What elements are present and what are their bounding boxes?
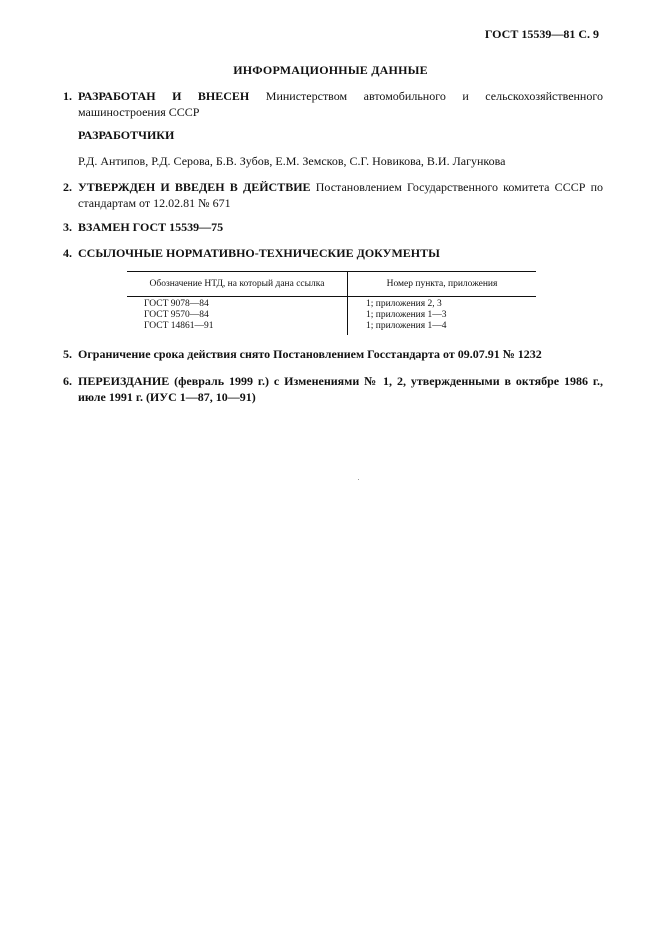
column-header-document: Обозначение НТД, на который дана ссылка bbox=[127, 272, 348, 297]
item-text: (февраль 1999 г.) с Изменениями № 1, 2, утвержденными в октябре 1986 г., июле 1991 г. (ИУС 1—87, 10—91) bbox=[78, 374, 603, 404]
item-3 bbox=[63, 219, 603, 235]
item-heading: ВЗАМЕН ГОСТ 15539—75 bbox=[78, 220, 224, 234]
item-heading: РАЗРАБОТАН И ВНЕСЕН bbox=[78, 89, 250, 103]
item-2 bbox=[63, 179, 603, 211]
item-number: 3. bbox=[63, 220, 72, 234]
item-heading: ПЕРЕИЗДАНИЕ bbox=[78, 374, 170, 388]
table-cell-clause: 1; приложения 2, 3 bbox=[366, 299, 442, 309]
item-number: 6. bbox=[63, 374, 72, 388]
table-cell-document: ГОСТ 9570—84 bbox=[144, 310, 209, 320]
table-cell-clause: 1; приложения 1—3 bbox=[366, 310, 447, 320]
developers-list: Р.Д. Антипов, Р.Д. Серова, Б.В. Зубов, Е.М. Земсков, С.Г. Новикова, В.И. Лагункова bbox=[78, 154, 506, 168]
table-cell-clause: 1; приложения 1—4 bbox=[366, 321, 447, 331]
page-header: ГОСТ 15539—81 С. 9 bbox=[484, 27, 599, 41]
item-number: 2. bbox=[63, 180, 72, 194]
item-text: Министерством автомобильного и сельскохозяйственного машиностроения СССР bbox=[78, 89, 603, 119]
item-5 bbox=[63, 346, 603, 362]
section-title: ИНФОРМАЦИОННЫЕ ДАННЫЕ bbox=[233, 63, 428, 77]
item-4 bbox=[63, 245, 603, 261]
item-number: 5. bbox=[63, 347, 72, 361]
table-cell-document: ГОСТ 14861—91 bbox=[144, 321, 214, 331]
item-text: Постановлением Государственного комитета СССР по стандартам от 12.02.81 № 671 bbox=[78, 180, 603, 210]
scan-speck bbox=[358, 479, 359, 480]
developers-heading: РАЗРАБОТЧИКИ bbox=[78, 128, 175, 142]
item-number: 4. bbox=[63, 246, 72, 260]
item-heading: УТВЕРЖДЕН И ВВЕДЕН В ДЕЙСТВИЕ bbox=[78, 180, 311, 194]
item-6 bbox=[63, 373, 603, 405]
item-text: Ограничение срока действия снято Постановлением Госстандарта от 09.07.91 № 1232 bbox=[78, 347, 542, 361]
item-heading: ССЫЛОЧНЫЕ НОРМАТИВНО-ТЕХНИЧЕСКИЕ ДОКУМЕНТЫ bbox=[78, 246, 440, 260]
table-row bbox=[127, 297, 536, 336]
item-number: 1. bbox=[63, 89, 72, 103]
table-cell-document: ГОСТ 9078—84 bbox=[144, 299, 209, 309]
column-header-clause: Номер пункта, приложения bbox=[348, 272, 537, 297]
item-1 bbox=[63, 88, 603, 120]
references-table bbox=[127, 271, 536, 335]
